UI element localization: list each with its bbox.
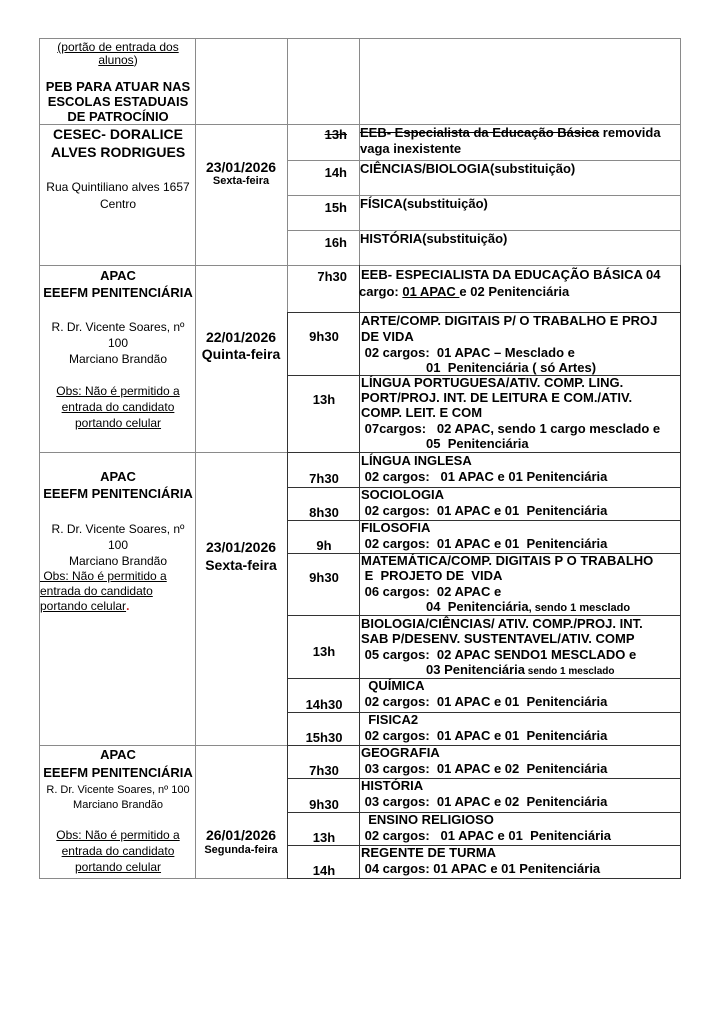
section3-slot2-time	[287, 487, 360, 521]
school-address-line1: Rua Quintiliano alves 1657	[46, 180, 190, 194]
school-address-line3: Marciano Brandão	[68, 554, 168, 568]
exam-date: 23/01/2026	[205, 159, 277, 175]
slot-time: 13h	[324, 127, 347, 142]
subject-line1: FILOSOFIA	[361, 520, 431, 535]
subject-line3: 05 cargos: 02 APAC SENDO1 MESCLADO e	[361, 647, 637, 662]
cargo-penitenciaria: e 02 Penitenciária	[459, 284, 570, 299]
subject-line5: 05 Penitenciária	[361, 436, 529, 451]
school-address-line1: R. Dr. Vicente Soares, nº 100	[46, 784, 190, 796]
section4-slot4-subject	[359, 845, 681, 879]
school-name-line1: APAC	[100, 268, 136, 283]
subject-line1: REGENTE DE TURMA	[361, 845, 497, 860]
subject-line4-note: sendo 1 mesclado	[525, 666, 615, 677]
subject-name: CIÊNCIAS/BIOLOGIA(substituição)	[360, 161, 576, 176]
section1-school-cell	[39, 124, 196, 266]
slot-time: 13h	[312, 644, 336, 659]
school-address-line1: R. Dr. Vicente Soares, nº	[51, 320, 185, 334]
school-address-line3: Marciano Brandão	[68, 352, 168, 366]
slot-time: 15h30	[305, 730, 343, 745]
subject-line4: 01 Penitenciária ( só Artes)	[361, 360, 597, 375]
subject-name: HISTÓRIA(substituição)	[360, 231, 508, 246]
subject-line2: 04 cargos: 01 APAC e 01 Penitenciária	[361, 861, 601, 876]
subject-line4: 04 Penitenciária	[361, 599, 529, 614]
section3-date-cell	[195, 452, 288, 746]
school-name-line1: CESEC- DORALICE	[53, 126, 183, 142]
school-name-line2: EEEFM PENITENCIÁRIA	[43, 765, 193, 780]
top-subject-cell	[359, 38, 681, 125]
heading-line2: ESCOLAS ESTADUAIS	[47, 94, 189, 109]
subject-line2: DE VIDA	[361, 329, 414, 344]
obs-period-red: .	[126, 599, 130, 613]
obs-note-line1: Obs: Não é permitido a	[56, 384, 180, 398]
school-address-line2: 100	[107, 538, 129, 552]
subject-line1: FISICA2	[361, 712, 419, 727]
section3-slot2-subject	[359, 487, 681, 521]
location-note-line2: alunos	[98, 53, 134, 67]
subject-line3: 02 cargos: 01 APAC – Mesclado e	[361, 345, 575, 360]
section1-slot2-time	[287, 160, 360, 196]
subject-line2: 02 cargos: 01 APAC e 01 Penitenciária	[361, 536, 608, 551]
section1-slot4-time	[287, 230, 360, 266]
exam-weekday: Quinta-feira	[201, 346, 281, 362]
heading-line1: PEB PARA ATUAR NAS	[45, 79, 191, 94]
section4-school-cell	[39, 745, 196, 879]
subject-line2: 02 cargos: 01 APAC e 01 Penitenciária	[361, 694, 608, 709]
section2-date-cell	[195, 265, 288, 453]
subject-line4: 07cargos: 02 APAC, sendo 1 cargo mesclado e	[361, 421, 661, 436]
section3-slot5-subject	[359, 615, 681, 679]
school-name-line2: EEEFM PENITENCIÁRIA	[43, 285, 193, 300]
section4-slot3-subject	[359, 812, 681, 846]
section2-slot3-subject	[359, 375, 681, 453]
subject-line4: 03 Penitenciária	[361, 662, 526, 677]
subject-name: FÍSICA(substituição)	[360, 196, 488, 211]
exam-date: 26/01/2026	[205, 827, 277, 843]
school-address-line1: R. Dr. Vicente Soares, nº	[51, 522, 185, 536]
section4-slot3-time	[287, 812, 360, 846]
slot-time: 7h30	[317, 269, 347, 284]
cargo-label: cargo:	[359, 284, 403, 299]
subject-line2: 03 cargos: 01 APAC e 02 Penitenciária	[361, 794, 608, 809]
section3-slot7-time	[287, 712, 360, 746]
section2-slot1-time	[287, 265, 360, 313]
obs-note-line2: entrada do candidato	[61, 844, 175, 858]
slot-time: 13h	[312, 392, 336, 407]
school-address-line2: Centro	[99, 197, 137, 211]
subject-line1: GEOGRAFIA	[361, 745, 440, 760]
exam-weekday: Sexta-feira	[212, 175, 270, 187]
subject-line3: 06 cargos: 02 APAC e	[361, 584, 502, 599]
subject-line1: MATEMÁTICA/COMP. DIGITAIS P O TRABALHO	[361, 553, 654, 568]
section3-school-cell	[39, 452, 196, 746]
section1-slot3-time	[287, 195, 360, 231]
subject-note: removida	[599, 125, 661, 140]
subject-line3: COMP. LEIT. E COM	[361, 405, 483, 420]
slot-time: 7h30	[309, 471, 339, 486]
location-note-paren: )	[133, 53, 138, 67]
subject-line1: EEB- ESPECIALISTA DA EDUCAÇÃO BÁSICA 04	[361, 267, 661, 282]
top-location-cell	[39, 38, 196, 125]
slot-time: 14h	[324, 165, 347, 180]
section4-slot1-time	[287, 745, 360, 779]
section3-slot6-subject	[359, 678, 681, 713]
subject-line4-note: , sendo 1 mesclado	[528, 602, 631, 614]
subject-line1: LÍNGUA INGLESA	[361, 453, 472, 468]
section3-slot5-time	[287, 615, 360, 679]
section4-slot2-time	[287, 778, 360, 813]
section1-slot2-subject	[359, 160, 681, 196]
subject-line1: SOCIOLOGIA	[361, 487, 445, 502]
section4-date-cell	[195, 745, 288, 879]
section1-slot1-subject	[359, 124, 681, 161]
section1-date-cell	[195, 124, 288, 266]
section3-slot1-subject	[359, 452, 681, 488]
subject-line1: ARTE/COMP. DIGITAIS P/ O TRABALHO E PROJ	[361, 313, 658, 328]
subject-line2: 02 cargos: 01 APAC e 01 Penitenciária	[361, 503, 608, 518]
section3-slot3-subject	[359, 520, 681, 554]
obs-note-line3: portando celular	[40, 599, 127, 613]
exam-weekday: Sexta-feira	[205, 557, 277, 573]
section4-slot1-subject	[359, 745, 681, 779]
slot-time: 14h	[312, 863, 336, 878]
subject-line1: HISTÓRIA	[361, 778, 424, 793]
obs-note-line1: Obs: Não é permitido a	[56, 828, 180, 842]
slot-time: 8h30	[309, 505, 339, 520]
section2-slot2-time	[287, 312, 360, 376]
slot-time: 9h	[316, 538, 332, 553]
subject-line2: 02 cargos: 01 APAC e 01 Penitenciária	[361, 469, 608, 484]
subject-line2: 02 cargos: 01 APAC e 01 Penitenciária	[361, 828, 612, 843]
exam-weekday: Segunda-feira	[204, 844, 278, 856]
section3-slot4-subject	[359, 553, 681, 616]
subject-line1: QUÍMICA	[361, 678, 425, 693]
school-name-line2: ALVES RODRIGUES	[50, 144, 186, 160]
subject-line2: PORT/PROJ. INT. DE LEITURA E COM./ATIV.	[361, 390, 633, 405]
obs-note-line1: Obs: Não é permitido a	[40, 569, 167, 583]
subject-note-line2: vaga inexistente	[360, 141, 462, 156]
location-note-line1: (portão de entrada dos	[57, 40, 179, 54]
slot-time: 13h	[312, 830, 336, 845]
subject-struck: EEB- Especialista da Educação Básica	[360, 125, 600, 140]
school-address-line2: Marciano Brandão	[73, 799, 163, 811]
obs-note-line2: entrada do candidato	[40, 584, 153, 598]
slot-time: 9h30	[309, 329, 339, 344]
subject-line1: LÍNGUA PORTUGUESA/ATIV. COMP. LING.	[361, 375, 624, 390]
school-address-line2: 100	[107, 336, 129, 350]
slot-time: 14h30	[305, 697, 343, 712]
section3-slot3-time	[287, 520, 360, 554]
cargo-apac: 01 APAC	[402, 284, 460, 299]
obs-note-line3: portando celular	[74, 860, 162, 874]
obs-note-line3: portando celular	[74, 416, 162, 430]
school-name-line2: EEEFM PENITENCIÁRIA	[43, 486, 193, 501]
section1-slot1-time	[287, 124, 360, 161]
section3-slot7-subject	[359, 712, 681, 746]
slot-time: 15h	[324, 200, 347, 215]
subject-line1: ENSINO RELIGIOSO	[361, 812, 494, 827]
top-date-cell	[195, 38, 288, 125]
obs-note-line2: entrada do candidato	[61, 400, 175, 414]
heading-line3: DE PATROCÍNIO	[67, 109, 169, 124]
section3-slot6-time	[287, 678, 360, 713]
section1-slot3-subject	[359, 195, 681, 231]
section4-slot4-time	[287, 845, 360, 879]
section2-slot2-subject	[359, 312, 681, 376]
subject-line1: BIOLOGIA/CIÊNCIAS/ ATIV. COMP./PROJ. INT.	[361, 616, 643, 631]
slot-time: 16h	[324, 235, 347, 250]
slot-time: 7h30	[309, 763, 339, 778]
top-time-cell	[287, 38, 360, 125]
exam-date: 23/01/2026	[205, 539, 277, 555]
slot-time: 9h30	[309, 797, 339, 812]
section2-slot1-subject	[359, 265, 681, 313]
section3-slot1-time	[287, 452, 360, 488]
section1-slot4-subject	[359, 230, 681, 266]
school-name-line1: APAC	[100, 469, 136, 484]
section3-slot4-time	[287, 553, 360, 616]
subject-line2: SAB P/DESENV. SUSTENTAVEL/ATIV. COMP	[361, 631, 635, 646]
subject-line2: 03 cargos: 01 APAC e 02 Penitenciária	[361, 761, 608, 776]
section2-school-cell	[39, 265, 196, 453]
subject-line2: E PROJETO DE VIDA	[361, 568, 503, 583]
subject-line2: 02 cargos: 01 APAC e 01 Penitenciária	[361, 728, 608, 743]
school-name-line1: APAC	[100, 747, 136, 762]
exam-date: 22/01/2026	[205, 329, 277, 345]
section4-slot2-subject	[359, 778, 681, 813]
slot-time: 9h30	[309, 570, 339, 585]
section2-slot3-time	[287, 375, 360, 453]
